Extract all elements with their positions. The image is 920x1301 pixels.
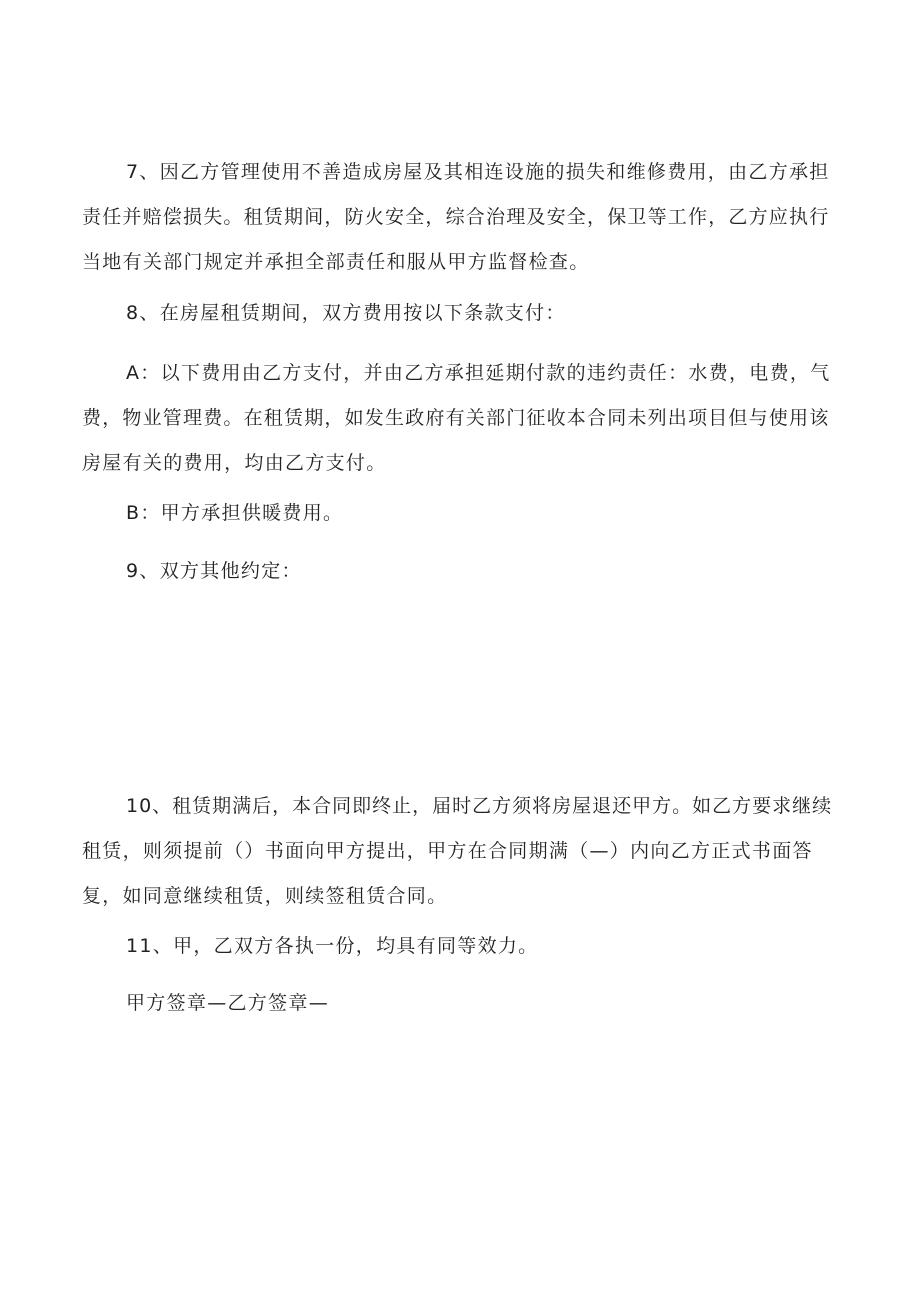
clause-7-line-3: 当地有关部门规定并承担全部责任和服从甲方监督检查。 (82, 251, 590, 273)
clause-10-line-2: 租赁，则须提前（）书面向甲方提出，甲方在合同期满（—）内向乙方正式书面答 (82, 840, 813, 862)
clause-8: 8、在房屋租赁期间，双方费用按以下条款支付： (126, 302, 566, 324)
clause-7-line-2: 责任并赔偿损失。租赁期间，防火安全，综合治理及安全，保卫等工作，乙方应执行 (82, 206, 830, 228)
clause-8a-line-3: 房屋有关的费用，均由乙方支付。 (82, 452, 387, 474)
clause-7-line-1: 7、因乙方管理使用不善造成房屋及其相连设施的损失和维修费用，由乙方承担 (126, 161, 830, 183)
clause-11: 11、甲，乙双方各执一份，均具有同等效力。 (126, 935, 539, 957)
clause-8a (82, 351, 832, 486)
clause-8a-line-2: 费，物业管理费。在租赁期，如发生政府有关部门征收本合同未列出项目但与使用该 (82, 407, 830, 429)
clause-10 (82, 784, 832, 919)
signature-line: 甲方签章—乙方签章— (126, 992, 330, 1014)
clause-7 (82, 150, 832, 285)
clause-8b: B：甲方承担供暖费用。 (126, 502, 344, 524)
clause-10-line-3: 复，如同意继续租赁，则续签租赁合同。 (82, 885, 448, 907)
clause-10-line-1: 10、租赁期满后，本合同即终止，届时乙方须将房屋退还甲方。如乙方要求继续 (126, 795, 833, 817)
clause-8a-line-1: A：以下费用由乙方支付，并由乙方承担延期付款的违约责任：水费，电费，气 (126, 362, 831, 384)
clause-9: 9、双方其他约定： (126, 560, 302, 582)
